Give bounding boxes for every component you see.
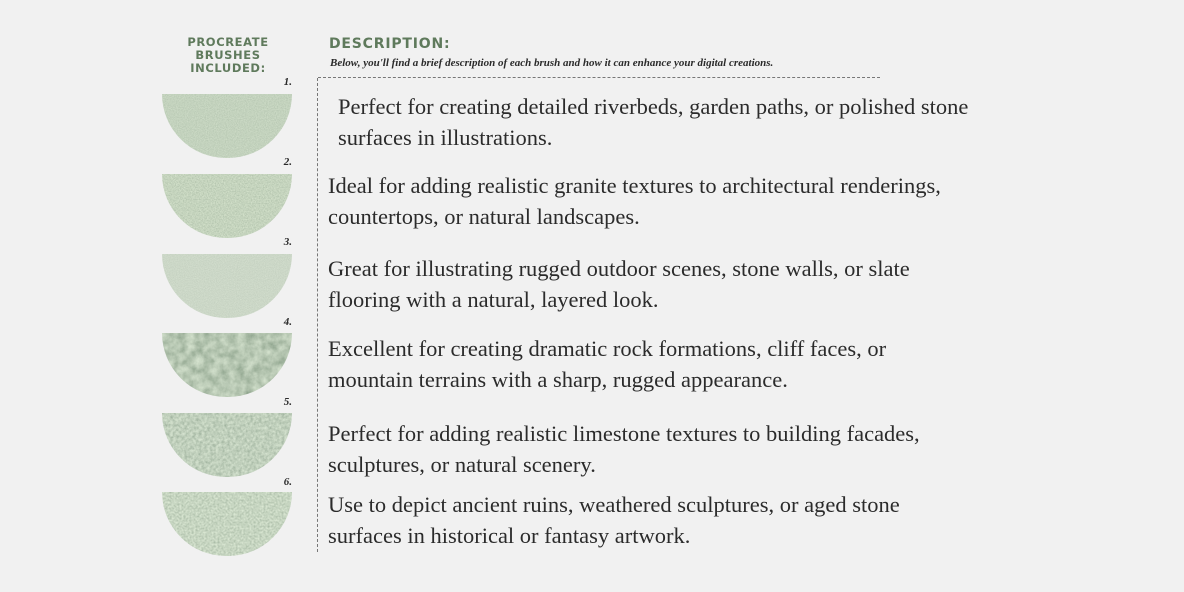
brushes-included-heading [160,36,296,75]
description-heading: DESCRIPTION: [329,36,451,52]
brush-number: 5. [283,396,292,408]
brush-number: 6. [283,476,292,488]
brush-preview-stone-4 [162,333,292,397]
brushes-heading-line2: BRUSHES INCLUDED: [190,48,266,75]
description-subtitle: Below, you'll find a brief description of each brush and how it can enhance your digital creations. [330,57,774,69]
description-line: Perfect for creating detailed riverbeds, garden paths, or polished stone [338,94,969,119]
brush-description [328,170,1048,232]
description-line: Use to depict ancient ruins, weathered sculptures, or aged stone [328,492,900,517]
brush-description [328,253,1048,315]
description-line: surfaces in historical or fantasy artwork. [328,523,691,548]
description-line: Great for illustrating rugged outdoor scenes, stone walls, or slate [328,256,910,281]
description-line: countertops, or natural landscapes. [328,204,640,229]
brush-number: 3. [283,236,292,248]
brush-preview-stone-3 [162,254,292,318]
description-line: Excellent for creating dramatic rock formations, cliff faces, or [328,336,887,361]
brush-preview-stone-6 [162,492,292,556]
description-line: Perfect for adding realistic limestone textures to building facades, [328,421,920,446]
brush-number: 4. [283,316,292,328]
brush-number: 1. [283,76,292,88]
brush-preview-stone-2 [162,174,292,238]
brush-description [328,418,1048,480]
description-line: mountain terrains with a sharp, rugged appearance. [328,367,788,392]
brushes-heading-line1: PROCREATE [187,35,269,49]
brush-description [328,333,1048,395]
brush-preview-stone-5 [162,413,292,477]
brush-description [338,91,1058,153]
description-line: Ideal for adding realistic granite textures to architectural renderings, [328,173,941,198]
brush-number: 2. [283,156,292,168]
brush-preview-stone-1 [162,94,292,158]
horizontal-divider [318,77,880,78]
description-line: surfaces in illustrations. [338,125,553,150]
description-line: sculptures, or natural scenery. [328,452,596,477]
vertical-divider [317,78,318,552]
brush-description [328,489,1048,551]
description-line: flooring with a natural, layered look. [328,287,659,312]
